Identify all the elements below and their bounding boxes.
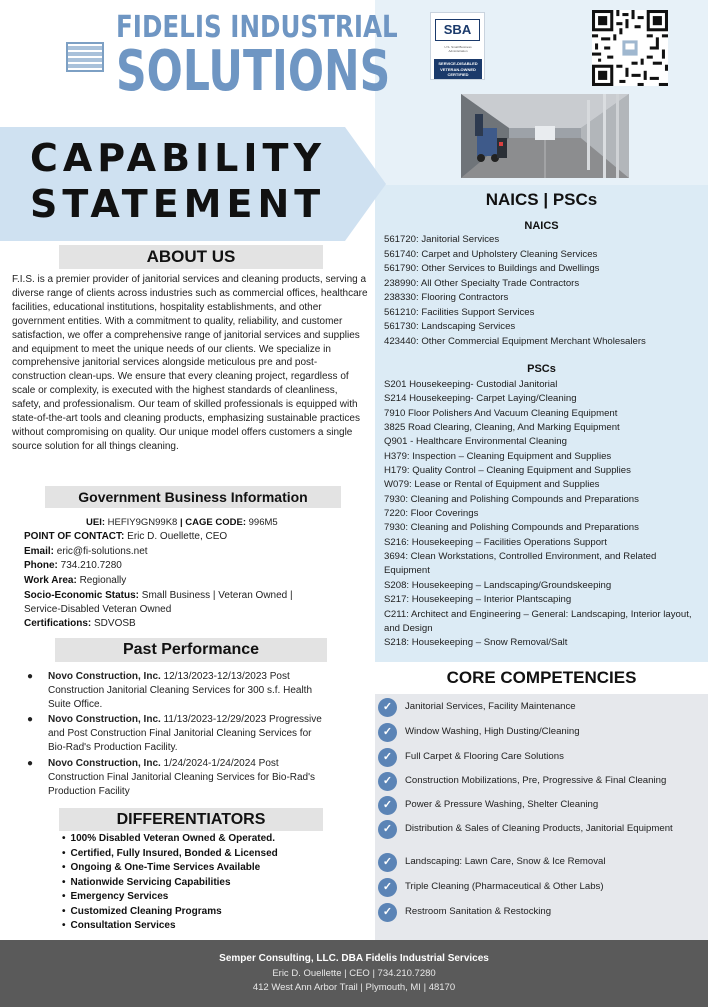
- list-item: • Emergency Services: [62, 890, 278, 905]
- competency-label: Distribution & Sales of Cleaning Products, Janitorial Equipment: [405, 823, 673, 834]
- certifications-line: [24, 618, 136, 630]
- past-company: Novo Construction, Inc.: [48, 671, 161, 682]
- phone-label: Phone:: [24, 560, 58, 571]
- list-item: S217: Housekeeping – Interior Plantscaping: [384, 594, 572, 606]
- title-line-2: STATEMENT: [30, 182, 326, 226]
- socio-economic-line-2: [24, 604, 171, 616]
- list-item: • 100% Disabled Veteran Owned & Operated.: [62, 832, 278, 847]
- sba-banner: SERVICE-DISABLED VETERAN-OWNED CERTIFIED: [434, 59, 482, 79]
- checkmark-icon: ✓: [378, 820, 397, 839]
- list-item: 561790: Other Services to Buildings and Dwellings: [384, 263, 600, 274]
- uei-cage-line: UEI: HEFIY9GN99K8 | CAGE CODE: 996M5: [86, 517, 278, 528]
- psc-subheading: PSCs: [527, 363, 556, 375]
- list-item: 7930: Cleaning and Polishing Compounds and Preparations: [384, 522, 639, 534]
- competency-label: Power & Pressure Washing, Shelter Cleaning: [405, 799, 599, 810]
- list-item: S218: Housekeeping – Snow Removal/Salt: [384, 637, 568, 649]
- list-item: 7910 Floor Polishers And Vacuum Cleaning Equipment: [384, 407, 618, 419]
- list-item: 561210: Facilities Support Services: [384, 306, 535, 318]
- socio-economic-value: Small Business | Veteran Owned |: [141, 590, 293, 601]
- checkmark-icon: ✓: [378, 903, 397, 922]
- naics-list: [384, 233, 646, 349]
- past-details: 11/13/2023-12/29/2023 Progressive and Post Construction Final Janitorial Cleaning Services for Bio-Rad's Production Facility.: [48, 714, 322, 753]
- cage-label: CAGE CODE:: [185, 517, 246, 528]
- company-logo: [60, 10, 398, 110]
- socio-economic-label: Socio-Economic Status:: [24, 590, 140, 601]
- competency-label: Restroom Sanitation & Restocking: [405, 906, 552, 917]
- work-area-line: [24, 575, 126, 587]
- poc-line: [24, 531, 227, 543]
- list-item: 561720: Janitorial Services: [384, 234, 500, 245]
- list-item: S201 Housekeeping- Custodial Janitorial: [384, 379, 558, 390]
- logo-line-2: SOLUTIONS: [116, 39, 391, 104]
- list-item: 238990: All Other Specialty Trade Contractors: [384, 277, 580, 289]
- about-heading: ABOUT US: [59, 245, 323, 269]
- footer-address: 412 West Ann Arbor Trail | Plymouth, MI | 48170: [252, 982, 456, 993]
- list-item: S208: Housekeeping – Landscaping/Groundskeeping: [384, 579, 612, 591]
- list-item: H379: Inspection – Cleaning Equipment and Supplies: [384, 450, 612, 462]
- about-text: F.I.S. is a premier provider of janitorial services and cleaning products, serving a diverse range of clients across industries such as commercial offices, healthcare facilities, educational institutions, hospitality establishments, and other government entities. With a commitment to quality, reliability, and customer satisfaction, we offer a comprehensive range of janitorial services and supplies and equipment to meet the unique needs of our clients. We specialize in comprehensive janitorial services alongside meticulous pre and post-construction clean-ups. We ensure that every cleaning project, regardless of scale or complexity, is executed with the highest standards of cleanliness, safety, and professionalism. Our team of skilled professionals is equipped with state-of-the-art tools and cleaning products, emphasizing sustainable practices without compromising on quality. Our unique model offers customers a single source solution for all things cleaning.: [12, 274, 368, 452]
- differentiators-heading: DIFFERENTIATORS: [59, 808, 323, 831]
- checkmark-icon: ✓: [378, 772, 397, 791]
- logo-line-1: FIDELIS INDUSTRIAL: [116, 10, 398, 45]
- list-item: H179: Quality Control – Cleaning Equipment and Supplies: [384, 465, 631, 477]
- past-company: Novo Construction, Inc.: [48, 714, 161, 725]
- list-item: C211: Architect and Engineering – General: Landscaping, Interior layout, and Design: [384, 608, 692, 634]
- past-details: 1/24/2024-1/24/2024 Post Construction Final Janitorial Cleaning Services for Bio-Rad's Production Facility: [48, 758, 316, 797]
- uei-label: UEI:: [86, 517, 105, 528]
- checkmark-icon: ✓: [378, 698, 397, 717]
- list-item: 238330: Flooring Contractors: [384, 292, 509, 303]
- checkmark-icon: ✓: [378, 878, 397, 897]
- list-item: 423440: Other Commercial Equipment Merchant Wholesalers: [384, 335, 646, 347]
- gov-heading: Government Business Information: [45, 486, 341, 508]
- checkmark-icon: ✓: [378, 853, 397, 872]
- list-item: W079: Lease or Rental of Equipment and Supplies: [384, 479, 600, 491]
- list-item: 7930: Cleaning and Polishing Compounds and Preparations: [384, 493, 639, 505]
- document-title: [30, 135, 330, 227]
- sba-logo: SBA: [435, 19, 480, 41]
- list-item: S216: Housekeeping – Facilities Operations Support: [384, 536, 607, 548]
- phone-value: 734.210.7280: [60, 560, 122, 571]
- competency-label: Full Carpet & Flooring Care Solutions: [405, 751, 564, 762]
- naics-subheading: NAICS: [524, 220, 559, 232]
- past-details: 12/13/2023-12/13/2023 Post Construction Janitorial Cleaning Services for 300 s.f. Health Suite Office.: [48, 671, 313, 710]
- certifications-value: SDVOSB: [94, 618, 136, 629]
- list-item: 7220: Floor Coverings: [384, 508, 479, 520]
- naics-psc-heading: NAICS | PSCs: [485, 190, 598, 209]
- work-area-value: Regionally: [79, 575, 127, 586]
- list-item: S214 Housekeeping- Carpet Laying/Cleaning: [384, 393, 577, 405]
- core-competencies-heading: CORE COMPETENCIES: [375, 662, 708, 694]
- cage-value: 996M5: [248, 517, 278, 528]
- competency-label: Construction Mobilizations, Pre, Progressive & Final Cleaning: [405, 775, 667, 786]
- checkmark-icon: ✓: [378, 723, 397, 742]
- list-item: 561730: Landscaping Services: [384, 321, 516, 332]
- past-company: Novo Construction, Inc.: [48, 758, 161, 769]
- competency-label: Triple Cleaning (Pharmaceutical & Other Labs): [405, 881, 604, 892]
- checkmark-icon: ✓: [378, 748, 397, 767]
- competency-label: Landscaping: Lawn Care, Snow & Ice Removal: [405, 856, 606, 867]
- list-item: • Consultation Services: [62, 919, 278, 934]
- list-item: • Certified, Fully Insured, Bonded & Licensed: [62, 847, 278, 862]
- checkmark-icon: ✓: [378, 796, 397, 815]
- socio-economic-value-2: Service-Disabled Veteran Owned: [24, 604, 172, 615]
- email-value[interactable]: eric@fi-solutions.net: [56, 546, 148, 557]
- work-area-label: Work Area:: [24, 575, 77, 586]
- psc-list: [384, 378, 702, 651]
- uei-value: HEFIY9GN99K8: [107, 517, 178, 528]
- poc-value: Eric D. Ouellette, CEO: [127, 531, 228, 542]
- hallway-cleaning-photo: [461, 94, 629, 178]
- list-item: • Ongoing & One-Time Services Available: [62, 861, 278, 876]
- flag-icon: [66, 42, 104, 72]
- footer-contact: Eric D. Ouellette | CEO | 734.210.7280: [272, 968, 436, 979]
- past-performance-heading: Past Performance: [55, 638, 327, 662]
- phone-line: [24, 560, 122, 572]
- footer: [0, 940, 708, 1007]
- competency-label: Janitorial Services, Facility Maintenance: [405, 701, 576, 712]
- list-item: 3825 Road Clearing, Cleaning, And Marking Equipment: [384, 422, 620, 434]
- email-label: Email:: [24, 546, 55, 557]
- list-item: 561740: Carpet and Upholstery Cleaning Services: [384, 248, 598, 260]
- sba-subtitle: U.S. Small Business Administration: [444, 45, 472, 53]
- qr-code-icon[interactable]: [592, 10, 668, 86]
- sba-certification-badge: [430, 12, 485, 80]
- footer-company: Semper Consulting, LLC. DBA Fidelis Industrial Services: [219, 953, 489, 964]
- competency-label: Window Washing, High Dusting/Cleaning: [405, 726, 580, 737]
- certifications-label: Certifications:: [24, 618, 92, 629]
- list-item: 3694: Clean Workstations, Controlled Environment, and Related Equipment: [384, 551, 657, 577]
- socio-economic-line: [24, 590, 293, 602]
- poc-label: POINT OF CONTACT:: [24, 531, 125, 542]
- differentiators-list: [62, 832, 278, 934]
- list-item: Q901 - Healthcare Environmental Cleaning: [384, 436, 567, 448]
- title-line-1: CAPABILITY: [30, 136, 326, 180]
- list-item: • Nationwide Servicing Capabilities: [62, 876, 278, 891]
- list-item: • Customized Cleaning Programs: [62, 905, 278, 920]
- email-line: [24, 546, 148, 558]
